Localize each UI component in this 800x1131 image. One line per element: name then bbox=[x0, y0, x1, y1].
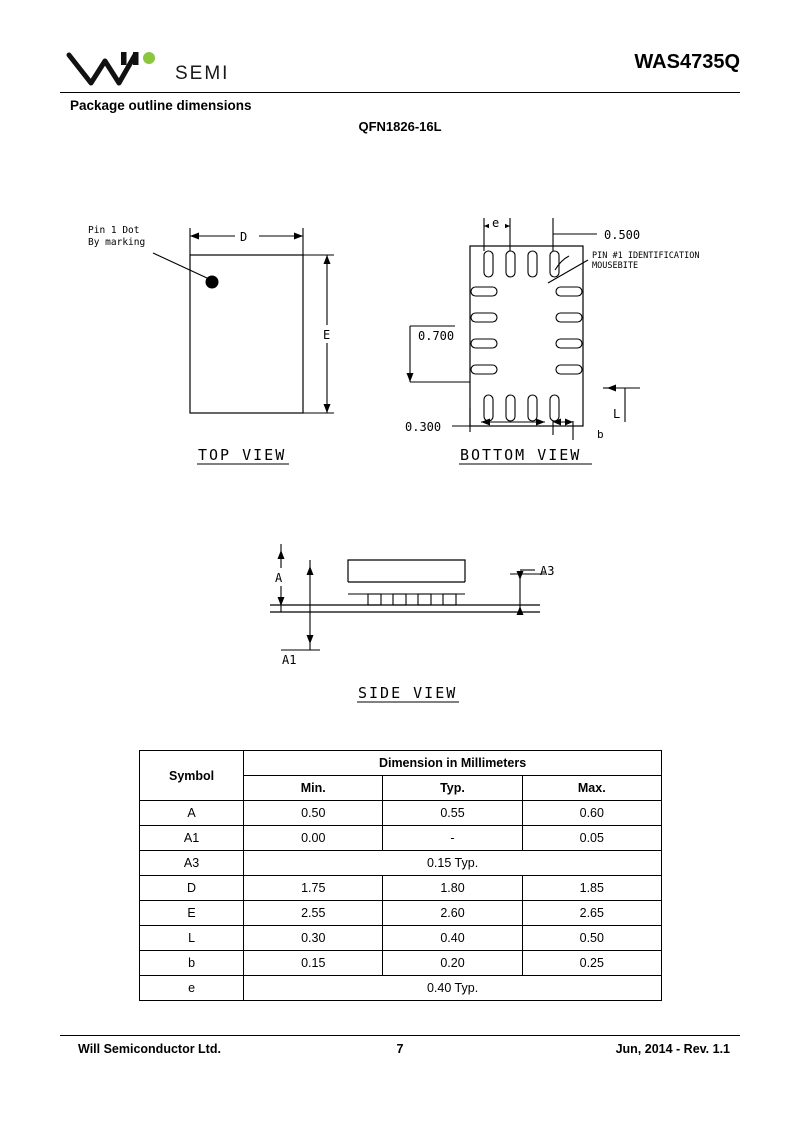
cell-max: 0.25 bbox=[522, 951, 661, 976]
cell-min: 2.55 bbox=[244, 901, 383, 926]
dimension-table bbox=[139, 750, 662, 1001]
svg-text:PIN #1 IDENTIFICATION: PIN #1 IDENTIFICATION bbox=[592, 251, 700, 261]
company-logo bbox=[65, 45, 229, 89]
cell-typ: 2.60 bbox=[383, 901, 522, 926]
part-number: WAS4735Q bbox=[634, 51, 740, 73]
cell-typ: 0.40 bbox=[383, 926, 522, 951]
svg-text:A: A bbox=[275, 571, 283, 585]
table-row bbox=[140, 876, 662, 901]
svg-text:BOTTOM VIEW: BOTTOM VIEW bbox=[460, 446, 582, 464]
svg-text:0.300: 0.300 bbox=[405, 420, 442, 434]
table-body bbox=[140, 801, 662, 1001]
cell-typ: - bbox=[383, 826, 522, 851]
page-header bbox=[60, 45, 740, 95]
svg-text:E: E bbox=[323, 328, 331, 342]
table-header-row-1 bbox=[140, 751, 662, 776]
cell-max: 1.85 bbox=[522, 876, 661, 901]
cell-max: 0.05 bbox=[522, 826, 661, 851]
svg-text:D: D bbox=[240, 230, 248, 244]
table-row bbox=[140, 976, 662, 1001]
svg-text:A1: A1 bbox=[282, 653, 297, 667]
logo-wordmark: SEMI bbox=[175, 63, 230, 84]
cell-min: 0.00 bbox=[244, 826, 383, 851]
svg-text:SIDE VIEW: SIDE VIEW bbox=[358, 684, 458, 702]
cell-min: 1.75 bbox=[244, 876, 383, 901]
package-drawings bbox=[0, 150, 800, 740]
header-group: Dimension in Millimeters bbox=[244, 751, 662, 776]
table-row bbox=[140, 851, 662, 876]
cell-symbol: E bbox=[140, 901, 244, 926]
footer-divider bbox=[60, 1035, 740, 1036]
header-max: Max. bbox=[522, 776, 661, 801]
table-head bbox=[140, 751, 662, 801]
header-min: Min. bbox=[244, 776, 383, 801]
svg-text:b: b bbox=[597, 428, 604, 441]
section-title: Package outline dimensions bbox=[70, 98, 252, 113]
cell-typ: 0.55 bbox=[383, 801, 522, 826]
cell-typ: 1.80 bbox=[383, 876, 522, 901]
footer-revision: Jun, 2014 - Rev. 1.1 bbox=[615, 1042, 730, 1056]
table-row bbox=[140, 926, 662, 951]
willsemi-logo-icon bbox=[65, 49, 169, 89]
table-row bbox=[140, 951, 662, 976]
cell-span-value: 0.40 Typ. bbox=[244, 976, 662, 1001]
header-divider bbox=[60, 92, 740, 93]
table-row bbox=[140, 826, 662, 851]
svg-text:By marking: By marking bbox=[88, 237, 146, 248]
svg-text:Pin 1 Dot: Pin 1 Dot bbox=[88, 225, 140, 236]
table-row bbox=[140, 801, 662, 826]
package-outline-svg bbox=[0, 150, 800, 740]
header-symbol: Symbol bbox=[140, 751, 244, 801]
cell-span-value: 0.15 Typ. bbox=[244, 851, 662, 876]
cell-min: 0.50 bbox=[244, 801, 383, 826]
cell-symbol: A bbox=[140, 801, 244, 826]
svg-text:TOP VIEW: TOP VIEW bbox=[198, 446, 287, 464]
svg-text:A3: A3 bbox=[540, 564, 555, 578]
footer-page-number: 7 bbox=[396, 1042, 404, 1056]
drawing-title-text: QFN1826-16L bbox=[358, 119, 442, 134]
footer-company: Will Semiconductor Ltd. bbox=[78, 1042, 221, 1056]
cell-symbol: L bbox=[140, 926, 244, 951]
drawing-title bbox=[0, 119, 800, 134]
cell-symbol: e bbox=[140, 976, 244, 1001]
cell-max: 0.60 bbox=[522, 801, 661, 826]
cell-typ: 0.20 bbox=[383, 951, 522, 976]
cell-symbol: A1 bbox=[140, 826, 244, 851]
cell-min: 0.15 bbox=[244, 951, 383, 976]
svg-text:0.500: 0.500 bbox=[604, 228, 641, 242]
header-typ: Typ. bbox=[383, 776, 522, 801]
svg-text:L: L bbox=[613, 407, 621, 421]
svg-text:0.700: 0.700 bbox=[418, 329, 455, 343]
svg-text:MOUSEBITE: MOUSEBITE bbox=[592, 261, 639, 271]
svg-text:e: e bbox=[492, 216, 500, 230]
table-row bbox=[140, 901, 662, 926]
cell-symbol: A3 bbox=[140, 851, 244, 876]
cell-symbol: D bbox=[140, 876, 244, 901]
cell-max: 0.50 bbox=[522, 926, 661, 951]
cell-min: 0.30 bbox=[244, 926, 383, 951]
cell-max: 2.65 bbox=[522, 901, 661, 926]
cell-symbol: b bbox=[140, 951, 244, 976]
